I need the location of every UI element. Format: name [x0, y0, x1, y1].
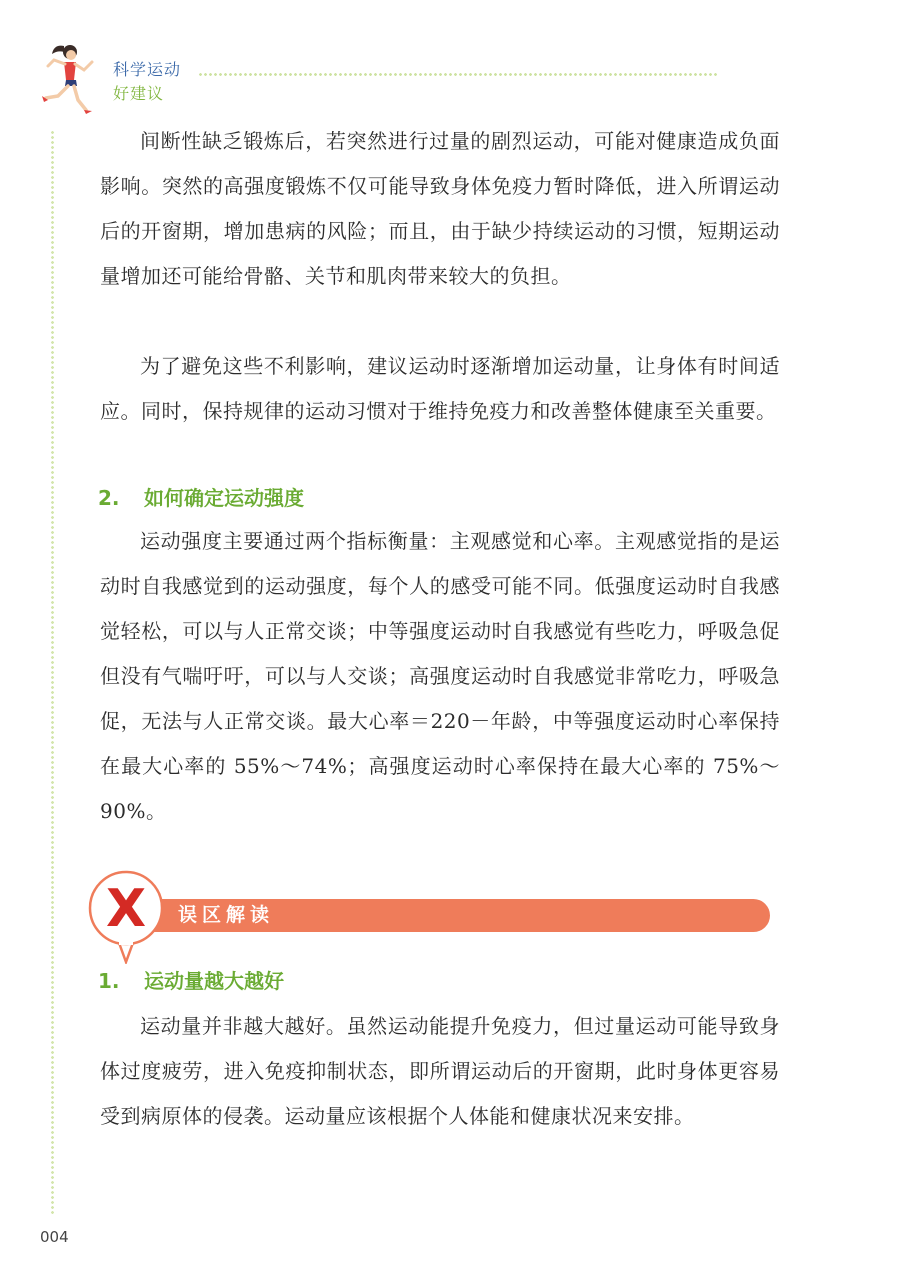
runner-girl-icon	[40, 40, 98, 116]
paragraph-myth: 运动量并非越大越好。虽然运动能提升免疫力，但过量运动可能导致身体过度疲劳，进入免疫抑制状态，即所谓运动后的开窗期，此时身体更容易受到病原体的侵袭。运动量应该根据个人体能和健康状况来安排。	[100, 1014, 780, 1128]
side-dotted-rule	[50, 130, 56, 1215]
paragraph-intensity: 运动强度主要通过两个指标衡量：主观感觉和心率。主观感觉指的是运动时自我感觉到的运动强度，每个人的感受可能不同。低强度运动时自我感觉轻松，可以与人正常交谈；中等强度运动时自我感觉有些吃力，呼吸急促但没有气喘吁吁，可以与人交谈；高强度运动时自我感觉非常吃力，呼吸急促，无法与人正常交谈。最大心率＝220－年龄，中等强度运动时心率保持在最大心率的 55%～74%；高强度运动时心率保持在最大心率的 75%～90%。	[100, 529, 780, 823]
myth-title: 运动量越大越好	[144, 969, 284, 993]
section-heading-intensity	[98, 483, 304, 513]
header-dotted-rule	[198, 72, 718, 78]
paragraph-advice: 为了避免这些不利影响，建议运动时逐渐增加运动量，让身体有时间适应。同时，保持规律的运动习惯对于维持免疫力和改善整体健康至关重要。	[100, 354, 780, 423]
section-title: 如何确定运动强度	[144, 486, 304, 510]
brand-title-line2: 好建议	[113, 84, 165, 103]
page-number: 004	[40, 1228, 69, 1246]
myth-banner-label: 误区解读	[178, 904, 275, 926]
x-mark-badge-icon	[86, 868, 166, 964]
brand-title-line1: 科学运动	[113, 60, 182, 79]
paragraph-intro: 间断性缺乏锻炼后，若突然进行过量的剧烈运动，可能对健康造成负面影响。突然的高强度锻炼不仅可能导致身体免疫力暂时降低，进入所谓运动后的开窗期，增加患病的风险；而且，由于缺少持续运动的习惯，短期运动量增加还可能给骨骼、关节和肌肉带来较大的负担。	[100, 129, 780, 288]
myth-number: 1.	[98, 969, 120, 993]
section-number: 2.	[98, 486, 120, 510]
myth-banner	[148, 899, 770, 932]
myth-heading	[98, 966, 284, 996]
badge-mark-text: X	[105, 879, 147, 939]
